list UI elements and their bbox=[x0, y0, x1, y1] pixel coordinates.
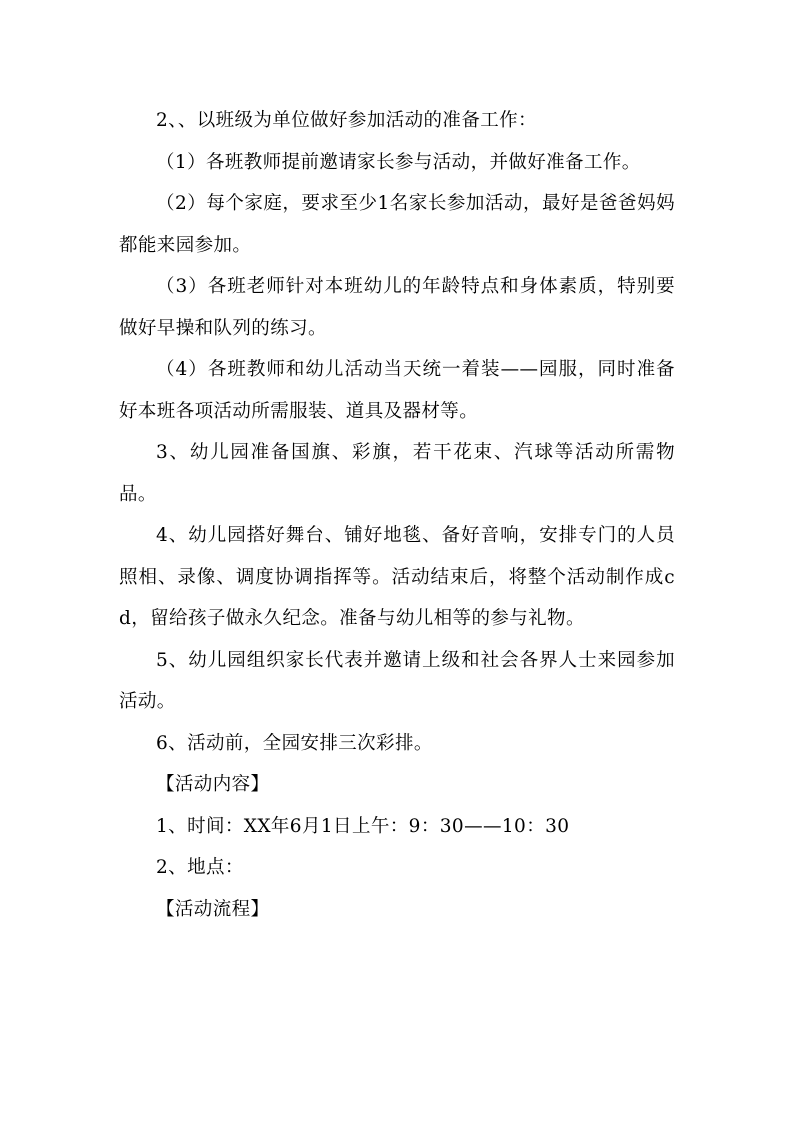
paragraph-exercise-practice: （3）各班老师针对本班幼儿的年龄特点和身体素质，特别要做好早操和队列的练习。 bbox=[119, 276, 675, 339]
paragraph-parent-representatives: 5、幼儿园组织家长代表并邀请上级和社会各界人士来园参加活动。 bbox=[119, 649, 675, 712]
paragraph-family-participation: （2）每个家庭，要求至少1名家长参加活动，最好是爸爸妈妈都能来园参加。 bbox=[119, 193, 675, 256]
paragraph-class-preparation: 2、、以班级为单位做好参加活动的准备工作： bbox=[156, 110, 537, 131]
section-heading-activity-process: 【活动流程】 bbox=[156, 898, 270, 920]
content-item-location: 2、地点： bbox=[156, 857, 244, 878]
paragraph-flags-flowers: 3、幼儿园准备国旗、彩旗，若干花束、汽球等活动所需物品。 bbox=[119, 442, 675, 505]
paragraph-stage-recording: 4、幼儿园搭好舞台、铺好地毯、备好音响，安排专门的人员照相、录像、调度协调指挥等。活动结束后，将整个活动制作成cd，留给孩子做永久纪念。准备与幼儿相等的参与礼物。 bbox=[119, 525, 675, 629]
paragraph-uniform-props: （4）各班教师和幼儿活动当天统一着装——园服，同时准备好本班各项活动所需服装、道具及器材等。 bbox=[119, 359, 675, 422]
content-item-time: 1、时间：XX年6月1日上午：9：30——10：30 bbox=[156, 815, 570, 837]
paragraph-invite-parents: （1）各班教师提前邀请家长参与活动，并做好准备工作。 bbox=[156, 151, 641, 173]
paragraph-rehearsals: 6、活动前，全园安排三次彩排。 bbox=[156, 732, 433, 754]
document-body bbox=[119, 100, 675, 930]
section-heading-activity-content: 【活动内容】 bbox=[156, 774, 270, 795]
